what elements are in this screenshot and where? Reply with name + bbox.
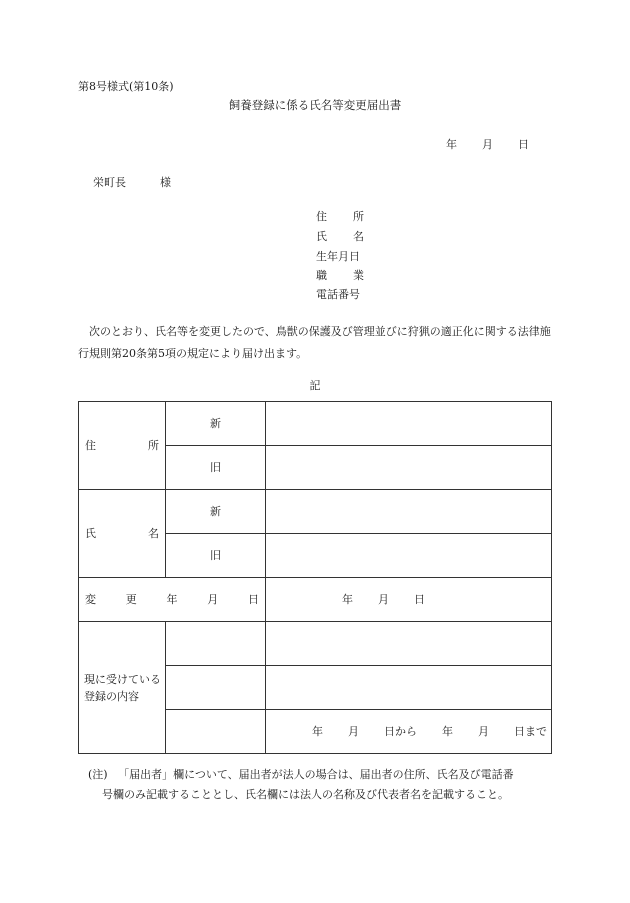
document-title: 飼養登録に係る氏名等変更届出書	[228, 98, 402, 112]
addressee	[93, 177, 171, 188]
footnote	[88, 765, 556, 805]
date-line	[446, 139, 529, 150]
name-old-field[interactable]	[266, 534, 552, 578]
applicant-birthdate-label: 生年月日	[316, 250, 360, 263]
form-number: 第8号様式(第10条)	[78, 80, 174, 93]
registration-period-field[interactable]: 年 月 日から 年 月 日まで	[266, 710, 552, 754]
address-old-field[interactable]	[266, 446, 552, 490]
address-old-label: 旧	[166, 446, 266, 490]
address-row-label: 住 所	[79, 402, 166, 490]
date-year: 年	[446, 138, 457, 151]
address-new-field[interactable]	[266, 402, 552, 446]
current-reg-cell-2a[interactable]	[166, 666, 266, 710]
note-line-1: 「届出者」欄について、届出者が法人の場合は、届出者の住所、氏名及び電話番	[118, 768, 514, 781]
date-month: 月	[482, 138, 493, 151]
date-day: 日	[518, 138, 529, 151]
note-line-2: 号欄のみ記載することとし、氏名欄には法人の名称及び代表者名を記載すること。	[102, 788, 509, 801]
name-new-label: 新	[166, 490, 266, 534]
current-reg-cell-1a[interactable]	[166, 622, 266, 666]
record-table	[78, 401, 552, 754]
current-reg-cell-2b[interactable]	[266, 666, 552, 710]
ki-heading: 記	[309, 379, 321, 392]
applicant-phone-label: 電話番号	[316, 288, 360, 301]
address-new-label: 新	[166, 402, 266, 446]
note-marker: (注)	[88, 768, 108, 781]
addressee-name: 栄町長	[93, 176, 126, 189]
applicant-address-label: 住 所	[316, 210, 364, 223]
name-old-label: 旧	[166, 534, 266, 578]
applicant-name-label: 氏 名	[316, 230, 364, 243]
current-reg-cell-3a[interactable]	[166, 710, 266, 754]
current-reg-cell-1b[interactable]	[266, 622, 552, 666]
change-date-field[interactable]: 年 月 日	[266, 578, 552, 622]
addressee-honorific: 様	[160, 176, 171, 189]
change-date-label: 変 更 年 月 日	[79, 578, 266, 622]
name-new-field[interactable]	[266, 490, 552, 534]
preamble-text: 次のとおり、氏名等を変更したので、鳥獣の保護及び管理並びに狩猟の適正化に関する法律施行規則第20条第5項の規定により届け出ます。	[78, 325, 551, 360]
name-row-label: 氏 名	[79, 490, 166, 578]
current-registration-label: 現に受けている登録の内容	[79, 622, 166, 754]
applicant-occupation-label: 職 業	[316, 269, 364, 282]
